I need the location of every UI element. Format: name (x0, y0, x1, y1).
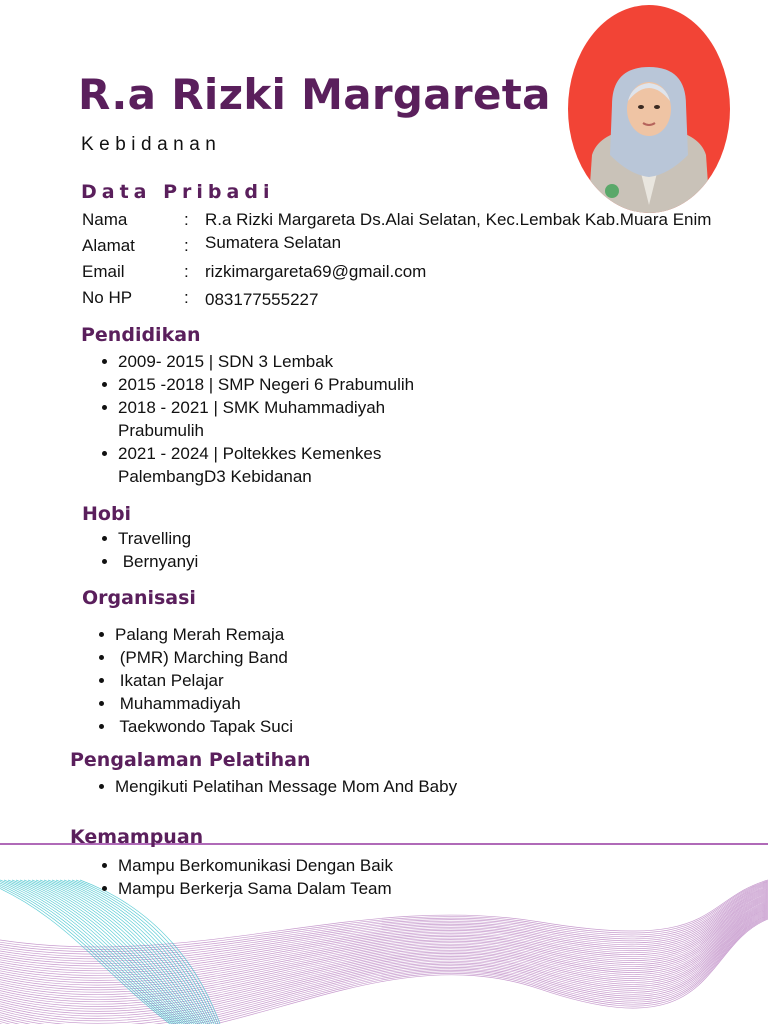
info-label: No HP (82, 288, 133, 307)
wave-line (0, 907, 768, 1011)
list-item: 2009- 2015 | SDN 3 Lembak (97, 350, 427, 373)
list-item: 2018 - 2021 | SMK Muhammadiyah Prabumulih (97, 396, 427, 442)
info-label: Alamat (82, 236, 135, 255)
decorative-wave-lines (0, 820, 768, 1024)
info-row-nama (82, 210, 762, 234)
section-title-pendidikan: Pendidikan (81, 324, 201, 346)
info-colon: : (184, 262, 189, 281)
list-item: Taekwondo Tapak Suci (94, 715, 434, 738)
wave-line (0, 909, 768, 1016)
kemampuan-list (97, 854, 397, 900)
list-item: Ikatan Pelajar (94, 669, 434, 692)
person-avatar-icon (568, 5, 730, 213)
list-item: Mampu Berkerja Sama Dalam Team (97, 877, 397, 900)
list-item: Bernyanyi (97, 550, 427, 573)
info-colon: : (184, 210, 189, 229)
section-title-kemampuan: Kemampuan (70, 826, 204, 848)
person-name: R.a Rizki Margareta (78, 70, 551, 119)
pendidikan-list (97, 350, 427, 488)
section-title-pelatihan: Pengalaman Pelatihan (70, 749, 311, 771)
info-value: 083177555227 (205, 290, 319, 309)
section-title-data-pribadi: Data Pribadi (81, 181, 275, 203)
list-item: Muhammadiyah (94, 692, 434, 715)
section-title-organisasi: Organisasi (82, 587, 196, 609)
list-item: Palang Merah Remaja (94, 623, 434, 646)
wave-line (0, 880, 174, 1024)
section-title-hobi: Hobi (82, 503, 132, 525)
info-value: R.a Rizki Margareta Ds.Alai Selatan, Kec.Lembak Kab.Muara Enim (205, 210, 712, 229)
wave-line (0, 880, 172, 1024)
hobi-list (97, 527, 427, 573)
info-value: rizkimargareta69@gmail.com (205, 262, 427, 281)
info-row-alamat (82, 233, 762, 260)
info-row-no-hp (82, 288, 762, 312)
info-colon: : (184, 236, 189, 255)
list-item: (PMR) Marching Band (94, 646, 434, 669)
list-item: 2021 - 2024 | Poltekkes Kemenkes PalembangD3 Kebidanan (97, 442, 427, 488)
info-label: Email (82, 262, 125, 281)
list-item: Travelling (97, 527, 427, 550)
list-item: Mampu Berkomunikasi Dengan Baik (97, 854, 397, 877)
info-value: Sumatera Selatan (205, 233, 342, 252)
wave-line (56, 880, 208, 1024)
pelatihan-list (94, 775, 464, 798)
info-row-email (82, 262, 762, 286)
info-colon: : (184, 288, 189, 307)
profile-photo (568, 5, 730, 213)
list-item: Mengikuti Pelatihan Message Mom And Baby (94, 775, 464, 798)
info-label: Nama (82, 210, 128, 229)
list-item: 2015 -2018 | SMP Negeri 6 Prabumulih (97, 373, 427, 396)
profession: Kebidanan (81, 134, 222, 155)
organisasi-list (94, 623, 434, 738)
